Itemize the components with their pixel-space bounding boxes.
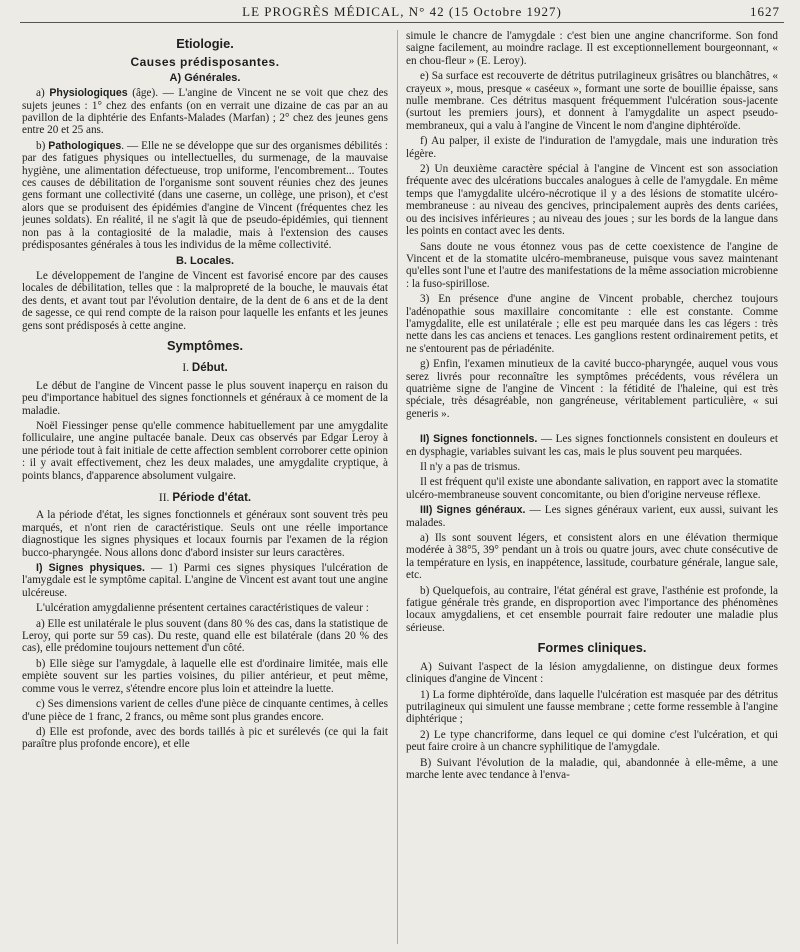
lead-signes-generaux: III) Signes généraux.: [420, 504, 526, 517]
text-signes-physiques: — 1) Parmi ces signes physiques l'ulcération de l'amygdale est le symptôme capital. L'angine de Vincent est avant tout une angine ulcéreuse.: [22, 562, 388, 599]
heading-periode-text: Période d'état.: [172, 492, 252, 504]
heading-generales: A) Générales.: [169, 71, 241, 84]
heading-debut-num: I.: [182, 362, 190, 375]
right-column: [406, 30, 778, 948]
paragraph-trismus: Il n'y a pas de trismus.: [420, 461, 521, 473]
paragraph-pathologiques: b) Pathologiques. — Elle ne se développe que sur des organismes débilités : par des fatigues physiques ou intellectuelles, du surmenage, de la mauvaise hygiène, une alimentation défectueuse, trop uniforme, l'encombrement... Toutes ces causes de débilitation de l'organisme sont souvent réunies chez des jeunes gens formant une collectivité (dans une caserne, un collège, une prison), et c'est alors que se produisent des épidémies d'angine de Vincent (fréquentes chez les jeunes soldats). En réalité, il ne s'agit là que de pseudo-épidémies, qui tiennent non pas à la contagiosité de la maladie, mais à l'extension des causes prédisposantes générales à tous les individus de la même collectivité.: [22, 139, 388, 252]
paragraph-adenopathie: 3) En présence d'une angine de Vincent probable, cherchez toujours l'adénopathie sous maxillaire concomitante : elle est constante. Comme l'amygdalite, elle est unilatérale ; elle est peu marquée dans les cas légers : très nette dans les cas anciens et tenaces. Les ganglions restent ordinairement petits, et ne s'entourent pas de périadénite.: [406, 293, 778, 355]
running-header: [24, 4, 780, 20]
paragraph-signes-generaux: [406, 504, 778, 529]
paragraph-formes-b: B) Suivant l'évolution de la maladie, qui, abandonnée à elle-même, a une marche lente avec tendance à l'enva-: [406, 756, 778, 781]
lead-signes-fonctionnels: II) Signes fonctionnels.: [420, 433, 538, 446]
item-a-unilaterale: a) Elle est unilatérale le plus souvent (dans 80 % des cas, dans la statistique de Leroy, qui porte sur 59 cas). Du reste, quand elle est bilatérale (dans 20 % des cas), elle prédomine toujours nettement d'un côté.: [22, 617, 388, 655]
item-type-chancriforme: 2) Le type chancriforme, dans lequel ce qui domine c'est l'ulcération, et qui peut faire croire à un chancre syphilitique de l'amygdale.: [406, 728, 778, 754]
left-column: [22, 30, 388, 948]
paragraph-signes-physiques: [22, 562, 388, 599]
paragraph-periode-1: A la période d'état, les signes fonctionnels et généraux sont souvent très peu marqués, et n'ont rien de caractéristique. Seuls ont une réelle importance diagnostique les signes physiques et locaux fournis par l'examen de la région bucco-pharyngée. Nous allons donc d'abord insister sur leurs caractères.: [22, 509, 388, 559]
paragraph-physiologiques: a) Physiologiques (âge). — L'angine de Vincent ne se voit que chez des sujets jeunes : 1° chez des enfants (on en verrait une dizaine de cas par an au pavillon de la diphtérie des Enfants-Malades (Marfan) ; 2° chez des jeunes gens entre 20 et 25 ans.: [22, 87, 388, 137]
text-signes-fonctionnels: — Les signes fonctionnels consistent en douleurs et en dysphagie, variables suivant les cas, mais le plus souvent peu marquées.: [406, 433, 778, 458]
heading-locales: B. Locales.: [175, 254, 235, 267]
heading-periode: [22, 492, 388, 504]
paragraph-locales: Le développement de l'angine de Vincent est favorisé encore par des causes locales de débilitation, telles que : la malpropreté de la bouche, le mauvais état des dents, et avant tout par l'évolution dentaire, de la dent de 6 ans et de la dent de sagesse, ce qui rend compte de la raison pour laquelle les enfants et les jeunes gens sont prédisposés à cette angine.: [22, 269, 388, 332]
paragraph-coexistence: Sans doute ne vous étonnez vous pas de cette coexistence de l'angine de Vincent et de la stomatite ulcéro-membraneuse, puisque vous savez maintenant qu'elles sont l'une et l'autre des manifestations de la même association microbienne : la fuso-spirillose.: [406, 240, 778, 290]
journal-title: LE PROGRÈS MÉDICAL, N° 42 (15 Octobre 1927): [242, 4, 562, 19]
paragraph-fetidite: g) Enfin, l'examen minutieux de la cavité bucco-pharyngée, auquel vous vous serez livrés pour reconnaître les symptômes précédents, vous révélera un quatrième signe de l'angine de Vincent : la fétidité de l'haleine, qui est très spéciale, très désagréable, non gangréneuse, véritablement particulière, « sui generis ».: [406, 358, 778, 420]
item-f-palper: f) Au palper, il existe de l'induration de l'amygdale, mais une induration très légère.: [406, 135, 778, 160]
heading-etiologie: Etiologie.: [176, 36, 234, 51]
item-c-dimensions: c) Ses dimensions varient de celles d'une pièce de cinquante centimes, à celles d'une pièce de 1 franc, 2 francs, ou même sont plus grandes encore.: [22, 698, 388, 723]
text-signes-generaux: — Les signes généraux varient, eux aussi, suivant les malades.: [406, 504, 778, 529]
paragraph-signes-fonctionnels: [406, 433, 778, 458]
heading-formes-cliniques: Formes cliniques.: [537, 640, 647, 656]
item-a-legers: a) Ils sont souvent légers, et consistent alors en une élévation thermique modérée à 38°5, 39° pendant un à trois ou quatre jours, avec chute consécutive de la température en lysis, en inappétence, lassitude, courbature générale, langue sale, etc.: [406, 532, 778, 582]
lead-signes-physiques: I) Signes physiques.: [36, 562, 145, 575]
paragraph-salivation: Il est fréquent qu'il existe une abondante salivation, en rapport avec la stomatite ulcéro-membraneuse souvent concomitante, ou bien d'origine nerveuse réflexe.: [406, 476, 778, 501]
paragraph-debut-1: Le début de l'angine de Vincent passe le plus souvent inaperçu en raison du peu d'importance habituel des signes fonctionnels et généraux à ce moment de la maladie.: [22, 379, 388, 417]
heading-debut-text: Début.: [191, 362, 228, 375]
column-divider: [397, 30, 398, 944]
lead-physiologiques: Physiologiques: [49, 87, 128, 100]
paragraph-association: 2) Un deuxième caractère spécial à l'angine de Vincent est son association fréquente avec des ulcérations buccales analogues à celle de l'amygdale. En même temps que l'amygdalite ulcéro-nécrotique il y a des lésions de stomatite ulcéro-membraneuse : au niveau des gencives, principalement auprès des dents cariées, ou des incisives inférieures ; au niveau des joues ; sur les bords de la langue dans les points en contact avec les dents.: [406, 163, 778, 238]
paragraph-chancre: simule le chancre de l'amygdale : c'est bien une angine chancriforme. Son fond saigne facilement, au moindre raclage. Il est exceptionnellement bourgeonnant, « en chou-fleur » (E. Leroy).: [406, 30, 778, 67]
paragraph-ulceration: L'ulcération amygdalienne présentent certaines caractéristiques de valeur :: [36, 602, 369, 615]
page-number: 1627: [750, 4, 780, 19]
heading-symptomes: Symptômes.: [166, 337, 244, 353]
text-physiologiques: (âge). — L'angine de Vincent ne se voit que chez des sujets jeunes : 1° chez des enfants (on en verrait une dizaine de cas par an au pavillon de la diphtérie des Enfants-Malades (Marfan) ; 2° chez des jeunes gens entre 20 et 25 ans.: [22, 87, 388, 137]
paragraph-debut-2: Noël Fiessinger pense qu'elle commence habituellement par une amygdalite folliculaire, une angine pultacée banale. Deux cas observés par Edgar Leroy à une période tout à fait initiale de cette affection semblent corroborer cette opinion : il y avait effectivement, chez les deux malades, une amygdalite cryptique, à points blancs, d'apparence absolument vulgaire.: [22, 419, 388, 482]
paragraph-formes-a: A) Suivant l'aspect de la lésion amygdalienne, on distingue deux formes cliniques d'angine de Vincent :: [406, 660, 778, 686]
item-d-profonde: d) Elle est profonde, avec des bords taillés à pic et surélevés (ce qui la fait paraître plus profonde encore), et elle: [22, 725, 388, 751]
item-b-grave: b) Quelquefois, au contraire, l'état général est grave, l'asthénie est profonde, la fatigue générale très grande, en disproportion avec l'importance des phénomènes locaux amygdaliens, et cet ensemble pourrait faire redouter une maladie plus sérieuse.: [406, 584, 778, 634]
heading-causes: Causes prédisposantes.: [130, 55, 280, 70]
item-b-siege: b) Elle siège sur l'amygdale, à laquelle elle est d'ordinaire limitée, mais elle empiète souvent sur les parties voisines, du pilier antérieur, et peut même, comme vous le verrez, s'étendre encore plus loin et atteindre la luette.: [22, 657, 388, 695]
heading-debut: [22, 362, 388, 374]
item-e-surface: e) Sa surface est recouverte de détritus putrilagineux grisâtres ou blanchâtres, « crayeux », mous, presque « caséeux », formant une sorte de bouillie épaisse, sans nulle membrane. Ces détritus masquent fréquemment l'ulcération sous-jacente (surtout les premiers jours), et donnent à l'amygdalite un aspect pseudo-membraneux, qui a valu à l'angine de Vincent le nom d'angine diphtéroïde.: [406, 70, 778, 132]
heading-periode-num: II.: [158, 492, 170, 504]
lead-pathologiques: Pathologiques: [48, 139, 122, 152]
header-rule: [20, 22, 784, 23]
item-forme-diphteroide: 1) La forme diphtéroïde, dans laquelle l'ulcération est masquée par des détritus putrilagineux qui simulent une fausse membrane ; cette forme ressemble à l'angine diphtérique ;: [406, 688, 778, 726]
text-pathologiques: . — Elle ne se développe que sur des organismes débilités : par des fatigues physiques ou intellectuelles, du surmenage, de la mauvaise hygiène, une alimentation défectueuse, trop uniforme, l'encombrement... Toutes ces causes de débilitation de l'organisme sont souvent réunies chez des jeunes gens formant une collectivité (dans une caserne, un collège, une prison), et c'est alors que se produisent des épidémies d'angine de Vincent (fréquentes chez les jeunes soldats). En réalité, il ne s'agit là que de pseudo-épidémies, qui tiennent non pas à la contagiosité de la maladie, mais à l'extension des causes prédisposantes générales à tous les individus de la même collectivité.: [22, 139, 388, 252]
